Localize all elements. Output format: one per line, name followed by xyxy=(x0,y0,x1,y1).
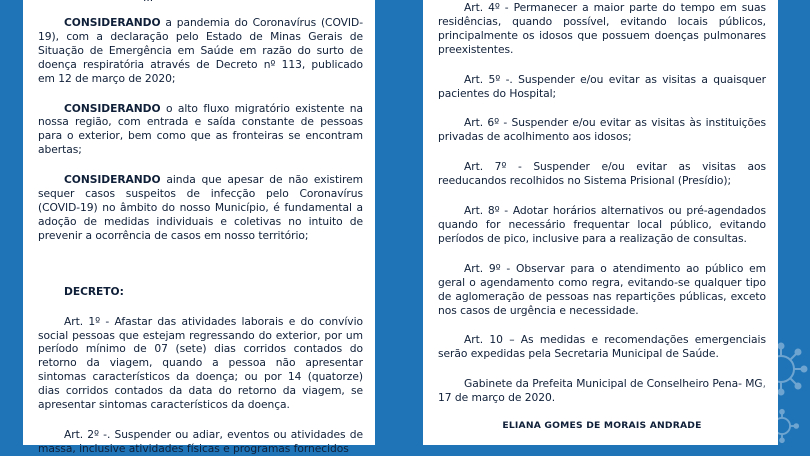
art-9-paragraph: Art. 9º - Observar para o atendimento ao público em geral o agendamento como regra, evitando-se qualquer tipo de aglomeração de pessoas nas repartições públicas, exceto nos casos de urgência e necessidade. xyxy=(438,261,766,317)
right-column-content xyxy=(438,1,766,449)
art-6-paragraph: Art. 6º - Suspender e/ou evitar as visitas às instituições privadas de acolhimento aos idosos; xyxy=(438,116,766,144)
considerando-3-lead: CONSIDERANDO xyxy=(64,173,161,187)
left-text-column xyxy=(23,0,375,455)
virus-icon xyxy=(764,408,800,444)
gabinete-paragraph: Gabinete da Prefeita Municipal de Conselheiro Pena- MG, 17 de março de 2020. xyxy=(438,377,766,405)
art-2-paragraph: Art. 2º -. Suspender ou adiar, eventos ou atividades de massa, inclusive atividades físicas e programas fornecidos xyxy=(38,427,363,455)
art-1-paragraph: Art. 1º - Afastar das atividades laborais e do convívio social pessoas que estejam regressando do exterior, por um período mínimo de 07 (sete) dias corridos contados do retorno da viagem, quando a pessoa não apresentar sintomas característicos da doença; ou por 14 (quatorze) dias corridos contados da data do retorno da viagem, se apresentar sintomas característicos da doença. xyxy=(38,314,363,412)
right-text-column xyxy=(423,0,778,445)
art-4-paragraph: Art. 4º - Permanecer a maior parte do tempo em suas residências, quando possível, evitando locais públicos, principalmente os idosos que possuem doenças pulmonares preexistentes. xyxy=(438,1,766,56)
considerando-1-paragraph xyxy=(38,16,363,86)
considerando-2-text: o alto fluxo migratório existente na nossa região, com entrada e saída constante de pessoas para o exterior, bem como que as fronteiras se encontram abertas; xyxy=(38,101,363,157)
left-column-content xyxy=(38,11,363,456)
top-fragment xyxy=(143,0,153,4)
virus-icon xyxy=(752,340,810,398)
art-10-paragraph: Art. 10 – As medidas e recomendações emergenciais serão expedidas pela Secretaria Municipal de Saúde. xyxy=(438,333,766,361)
considerando-2-lead: CONSIDERANDO xyxy=(64,101,161,115)
considerando-1-text: a pandemia do Coronavírus (COVID-19), com a declaração pelo Estado de Minas Gerais de Situação de Emergência em Saúde em razão do surto de doença respiratória através de Decreto nº 113, publicado em 12 de março de 2020; xyxy=(38,16,363,85)
art-5-paragraph: Art. 5º -. Suspender e/ou evitar as visitas a quaisquer pacientes do Hospital; xyxy=(438,72,766,100)
signature-name: ELIANA GOMES DE MORAIS ANDRADE xyxy=(502,420,702,432)
art-8-paragraph: Art. 8º - Adotar horários alternativos ou pré-agendados quando for necessário frequentar local público, evitando períodos de pico, inclusive para a realização de consultas. xyxy=(438,204,766,245)
considerando-3-paragraph xyxy=(38,173,363,243)
art-7-paragraph: Art. 7º - Suspender e/ou evitar as visitas aos reeducandos recolhidos no Sistema Prisional (Presídio); xyxy=(438,160,766,188)
considerando-3-text: ainda que apesar de não existirem sequer casos suspeitos de infecção pelo Coronavírus (COVID-19) no âmbito do nosso Município, é fundamental a adoção de medidas individuais e coletivas no intuito de prevenir a ocorrência de casos em nosso território; xyxy=(38,173,363,242)
decreto-heading: DECRETO: xyxy=(64,284,124,298)
considerando-2-paragraph xyxy=(38,102,363,158)
considerando-1-lead: CONSIDERANDO xyxy=(64,16,161,29)
